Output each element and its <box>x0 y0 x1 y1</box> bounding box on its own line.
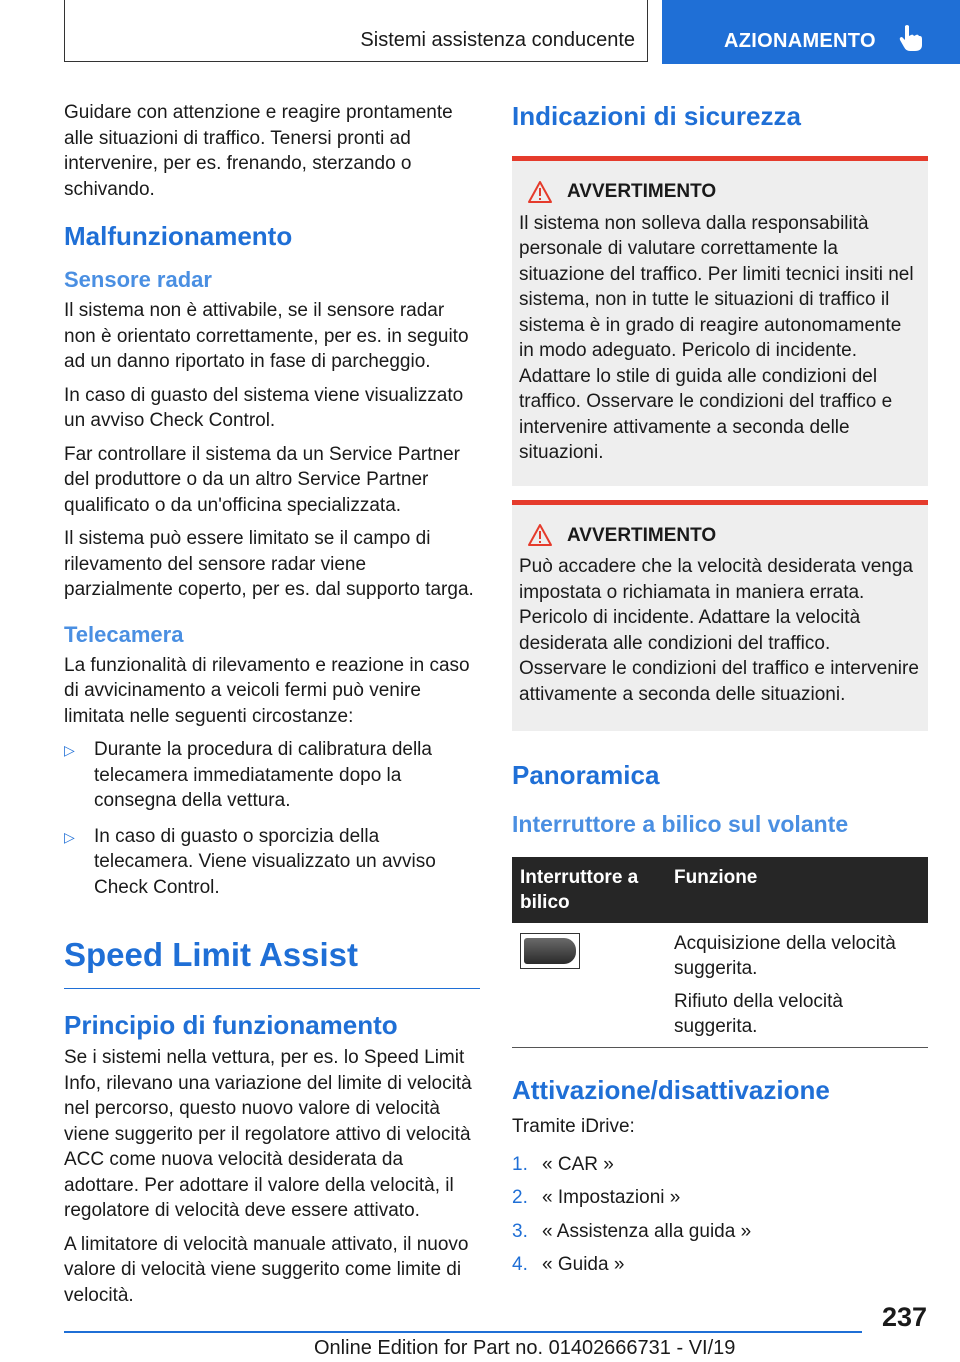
camera-heading: Telecamera <box>64 621 184 647</box>
activation-intro: Tramite iDrive: <box>512 1116 635 1137</box>
speed-limit-assist-heading: Speed Limit Assist <box>64 934 480 989</box>
warning-box <box>512 156 928 486</box>
right-column <box>512 100 928 1286</box>
step-text: « Impostazioni » <box>542 1187 681 1208</box>
radar-heading: Sensore radar <box>64 267 212 292</box>
rocker-switch-table <box>512 857 928 1048</box>
principle-paragraph-1: Se i sistemi nella vettura, per es. lo Speed Limit Info, rilevano una variazione del limite di velocità nel percorso, questo nuovo valore di velocità viene suggerito per il regolatore attivo di velocità ACC come nuova velocità desiderata da adottare. Per adottare il valore della velocità, il regolatore di velocità deve essere attivato. <box>64 1047 472 1221</box>
step-number: 4. <box>512 1254 528 1275</box>
list-item <box>512 1185 928 1211</box>
warning-text: Può accadere che la velocità desiderata venga impostata o richiamata in maniera errata. Pericolo di incidente. Adattare la velocità desiderata alle condizioni del traffico. Osservare le condizioni del traffico e intervenire attivamente a seconda delle situazioni. <box>519 556 919 705</box>
radar-paragraph-1: Il sistema non è attivabile, se il sensore radar non è orientato correttamente, per es. in seguito ad un danno riportato in fase di parcheggio. <box>64 300 469 372</box>
triangle-bullet-icon: ▷ <box>64 828 75 845</box>
footer-edition: Online Edition for Part no. 01402666731 - VI/19 <box>314 1337 736 1359</box>
list-item <box>64 737 480 814</box>
table-header-function: Funzione <box>666 857 928 923</box>
triangle-bullet-icon: ▷ <box>64 742 75 758</box>
warning-box <box>512 500 928 732</box>
list-item <box>512 1219 928 1245</box>
step-number: 3. <box>512 1220 528 1242</box>
rocker-switch-heading: Interruttore a bilico sul volante <box>512 811 849 837</box>
safety-heading: Indicazioni di sicurezza <box>512 101 801 131</box>
warning-triangle-icon <box>527 180 553 204</box>
activation-heading: Attivazione/disattivazione <box>512 1075 830 1105</box>
list-item <box>512 1152 928 1178</box>
radar-paragraph-3: Far controllare il sistema da un Service Partner del produttore o da un altro Service Partner qualificato o da un'officina specializzata. <box>64 443 460 516</box>
intro-paragraph: Guidare con attenzione e reagire prontamente alle situazioni di traffico. Tenersi pronti ad intervenire, per es. frenando, sterzando o schivando. <box>64 102 453 200</box>
step-text: « Guida » <box>542 1254 625 1275</box>
warning-title: AVVERTIMENTO <box>567 181 717 202</box>
radar-paragraph-2: In caso di guasto del sistema viene visualizzato un avviso Check Control. <box>64 384 464 431</box>
page-number: 237 <box>882 1302 928 1332</box>
left-column <box>64 100 480 1316</box>
function-accept-text: Acquisizione della velocità suggerita. <box>674 933 896 979</box>
header-chapter-title: AZIONAMENTO <box>724 30 876 52</box>
function-reject-text: Rifiuto della velocità suggerita. <box>674 991 843 1037</box>
list-item <box>64 824 480 901</box>
bullet-text: Durante la procedura di calibratura della telecamera immediatamente dopo la consegna della vettura. <box>94 739 432 811</box>
activation-steps <box>512 1152 928 1278</box>
pointing-hand-icon <box>898 24 924 52</box>
table-row <box>512 923 928 1048</box>
header-chapter-tab <box>662 0 960 64</box>
step-number: 1. <box>512 1153 528 1175</box>
footer-divider <box>64 1331 862 1333</box>
warning-triangle-icon <box>527 523 553 547</box>
rocker-switch-icon <box>520 933 580 969</box>
warning-text: Il sistema non solleva dalla responsabilità personale di valutare correttamente la situazione del traffico. Per limiti tecnici insiti nel sistema, non in tutte le situazioni di traffico il sistema è in grado di reagire autonomamente in modo adeguato. Pericolo di incidente. Adattare lo stile di guida alle condizioni del traffico. Osservare le condizioni del traffico e intervenire attivamente a seconda delle situazioni. <box>519 212 914 463</box>
malfunction-heading: Malfunzionamento <box>64 221 293 251</box>
radar-paragraph-4: Il sistema può essere limitato se il campo di rilevamento del sensore radar viene parzialmente coperto, per es. dal supporto targa. <box>64 528 474 600</box>
principle-paragraph-2: A limitatore di velocità manuale attivato, il nuovo valore di velocità viene suggerito come limite di velocità. <box>64 1233 469 1306</box>
step-text: « CAR » <box>542 1153 614 1175</box>
overview-heading: Panoramica <box>512 760 660 790</box>
bullet-text: In caso di guasto o sporcizia della telecamera. Viene visualizzato un avviso Check Control. <box>94 825 436 898</box>
warning-title: AVVERTIMENTO <box>567 524 717 546</box>
table-header-switch: Interruttore a bilico <box>512 857 666 923</box>
step-text: « Assistenza alla guida » <box>542 1220 752 1242</box>
list-item <box>512 1252 928 1278</box>
step-number: 2. <box>512 1187 528 1208</box>
principle-heading: Principio di funzionamento <box>64 1010 398 1040</box>
camera-paragraph: La funzionalità di rilevamento e reazione in caso di avvicinamento a veicoli fermi può venire limitata nelle seguenti circostanze: <box>64 654 470 727</box>
header-section-title: Sistemi assistenza conducente <box>360 29 635 51</box>
header-section-box <box>64 0 648 62</box>
